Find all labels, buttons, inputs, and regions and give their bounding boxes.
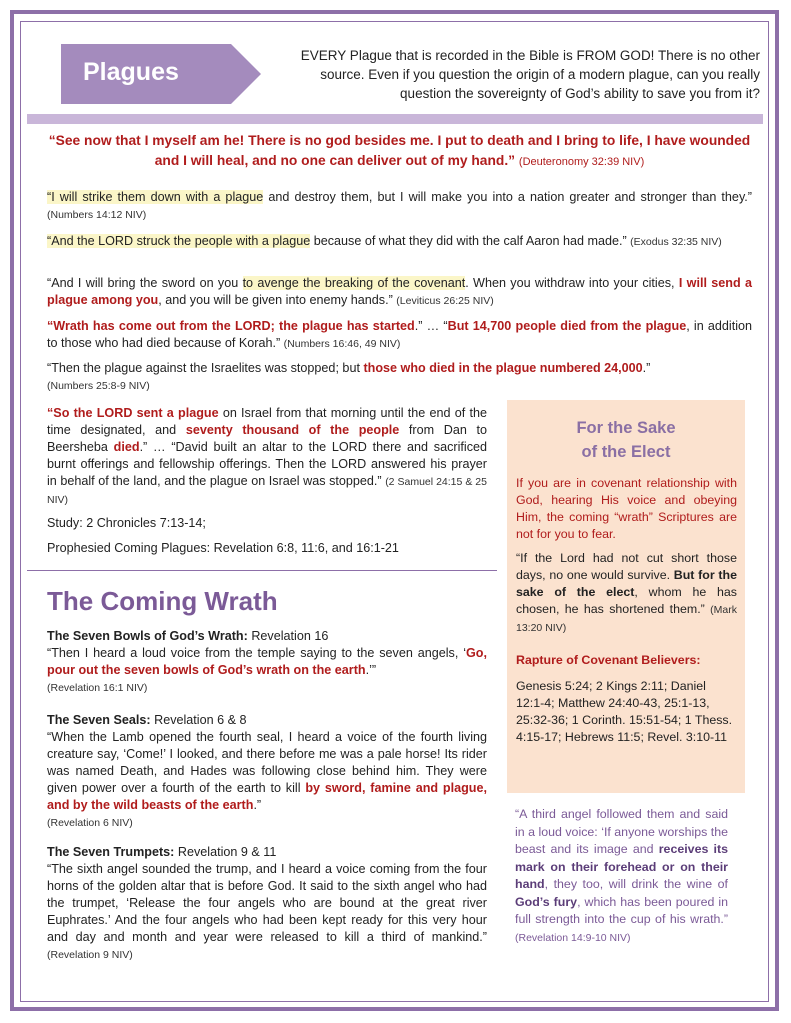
intro-text: EVERY Plague that is recorded in the Bible is FROM GOD! There is no other source. Even if you question the origin of a modern plague, can you really question the sovereignty of God’s ability to save you from it? (300, 48, 760, 101)
bowls-text: “Then I heard a loud voice from the temple saying to the seven angels, ‘ (47, 646, 466, 660)
verse-text: on Israel from that morning until the end of the time designated, and (47, 406, 488, 437)
key-verse-ref: (Deuteronomy 32:39 NIV) (518, 156, 645, 168)
verse-ref: (Leviticus 26:25 NIV) (396, 295, 494, 307)
plagues-banner (61, 44, 261, 104)
elect-sidebar (507, 400, 745, 793)
divider-bar (27, 114, 763, 124)
verse-text: and destroy them, but I will make you into a nation greater and stronger than they.” (263, 190, 752, 204)
trumpets-text: “The sixth angel sounded the trump, and I heard a voice coming from the four horns of the golden altar that is before God. It said to the sixth angel who had the trumpet, ‘Release the four angels who are bound at the great river Euphrates.’ And the four angels who had been kept ready for this very hour and day and month and year were released to kill a third of mankind.” (47, 862, 487, 944)
verse-2-samuel-24 (47, 405, 487, 509)
bowls-red-text: Go, pour out the seven bowls of God’s wrath on the earth (47, 646, 487, 677)
sidebar-quote-bold: But for the sake of the elect (516, 568, 737, 599)
verse-text: , in addition to those who had died because of Korah.” (47, 319, 752, 350)
third-angel-quote (515, 806, 728, 947)
verse-text: because of what they did with the calf Aaron had made.” (310, 234, 627, 248)
verse-text: “Then the plague against the Israelites was stopped; but (47, 361, 364, 375)
seals-ref-title: Revelation 6 & 8 (150, 713, 247, 727)
bowls-title: The Seven Bowls of God’s Wrath: (47, 629, 248, 643)
verse-highlight: to avenge the breaking of the covenant (242, 276, 466, 290)
sidebar-quote-text: “If the Lord had not cut short those days, no one would survive. (516, 551, 737, 582)
prophesied-line: Prophesied Coming Plagues: Revelation 6:8, 11:6, and 16:1-21 (47, 541, 399, 555)
verse-exodus-32 (47, 233, 752, 251)
rapture-title: Rapture of Covenant Believers: (516, 653, 701, 667)
seals-ref: (Revelation 6 NIV) (47, 817, 133, 829)
trumpets-title: The Seven Trumpets: (47, 845, 175, 859)
verse-red-text: died (113, 440, 140, 454)
study-line: Study: 2 Chronicles 7:13-14; (47, 516, 206, 530)
sidebar-title-line2: of the Elect (581, 443, 671, 461)
bowls-ref-title: Revelation 16 (247, 629, 329, 643)
verse-ref: (Numbers 25:8-9 NIV) (47, 380, 150, 392)
verse-red-text: But 14,700 people died from the plague (447, 319, 687, 333)
verse-numbers-14 (47, 189, 752, 224)
third-angel-text-mid: , they too, will drink the wine of (544, 877, 728, 891)
coming-wrath-heading: The Coming Wrath (47, 586, 278, 616)
verse-text: .” … “David built an altar to the LORD there and sacrificed burnt offerings and fellowship offerings. Then the LORD answered his prayer in behalf of the land, and the plague on Israel was stopped.” (47, 440, 487, 488)
sidebar-title-line1: For the Sake (576, 419, 676, 437)
rapture-refs: Genesis 5:24; 2 Kings 2:11; Daniel 12:1-4; Matthew 24:40-43, 25:1-13, 25:32-36; 1 Corinth. 15:51-54; 1 Thess. 4:15-17; Hebrews 11:5; Revel. 3:10-11 (516, 679, 733, 744)
third-angel-bold: receives its mark on their forehead or on their hand (515, 842, 728, 891)
sidebar-warning: If you are in covenant relationship with God, hearing His voice and obeying Him, the coming “wrath” Scriptures are not for you to fear. (516, 476, 737, 541)
seven-trumpets-block (47, 844, 487, 964)
verse-red-text: I will send a plague among you (47, 276, 753, 307)
seals-text: “When the Lamb opened the fourth seal, I heard a voice of the fourth living creature say, ‘Come!’ I looked, and there before me was a pale horse! Its rider was named Death, and Hades was following close behind him. They were given power over a fourth of the earth to kill (47, 730, 487, 795)
verse-ref: (2 Samuel 24:15 & 25 NIV) (47, 476, 487, 506)
verse-text: .” … “ (414, 319, 448, 333)
verse-highlight: “And the LORD struck the people with a plague (47, 234, 311, 248)
section-divider (27, 570, 497, 571)
key-verse (47, 131, 752, 172)
verse-numbers-16 (47, 318, 752, 353)
sidebar-quote-text-end: , whom he has chosen, he has shortened them.” (516, 585, 737, 616)
verse-ref: (Exodus 32:35 NIV) (630, 236, 722, 248)
verse-ref: (Numbers 16:46, 49 NIV) (283, 338, 401, 350)
third-angel-ref: (Revelation 14:9-10 NIV) (515, 931, 631, 944)
trumpets-ref: (Revelation 9 NIV) (47, 949, 133, 961)
seals-title: The Seven Seals: (47, 713, 151, 727)
verse-text: . When you withdraw into your cities, (465, 276, 679, 290)
third-angel-text: “A third angel followed them and said in a loud voice: ‘If anyone worships the beast and its image and (515, 807, 728, 856)
verse-numbers-25 (47, 360, 752, 395)
verse-text: .” (642, 361, 651, 375)
third-angel-bold-fury: God’s fury (515, 894, 578, 909)
bowls-text-end: .’” (365, 663, 377, 677)
verse-red-text: seventy thousand of the people (185, 423, 400, 437)
seven-bowls-block (47, 628, 487, 697)
verse-ref: (Numbers 14:12 NIV) (47, 209, 147, 221)
seals-text-end: .” (253, 798, 262, 812)
verse-text: , and you will be given into enemy hands.” (158, 293, 393, 307)
verse-red-text: those who died in the plague numbered 24,000 (363, 361, 643, 375)
verse-text: “And I will bring the sword on you (47, 276, 243, 290)
third-angel-text-end: , which has been poured in full strength into the cup of his wrath.” (515, 894, 729, 926)
sidebar-title (507, 416, 745, 464)
sidebar-quote (516, 550, 737, 637)
banner-title: Plagues (83, 58, 179, 86)
verse-red-text: “So the LORD sent a plague (47, 406, 219, 420)
verse-leviticus-26 (47, 275, 752, 310)
seals-red-text: by sword, famine and plague, and by the wild beasts of the earth (47, 781, 487, 812)
seven-seals-block (47, 712, 487, 832)
trumpets-ref-title: Revelation 9 & 11 (174, 845, 277, 859)
key-verse-text: “See now that I myself am he! There is no god besides me. I put to death and I bring to life, I have wounded and I will heal, and no one can deliver out of my hand.” (48, 133, 751, 168)
verse-highlight: “I will strike them down with a plague (47, 190, 264, 204)
sidebar-quote-ref: (Mark 13:20 NIV) (516, 604, 737, 634)
verse-red-text: “Wrath has come out from the LORD; the plague has started (47, 319, 415, 333)
bowls-ref: (Revelation 16:1 NIV) (47, 682, 148, 694)
verse-text: from Dan to Beersheba (47, 423, 487, 454)
